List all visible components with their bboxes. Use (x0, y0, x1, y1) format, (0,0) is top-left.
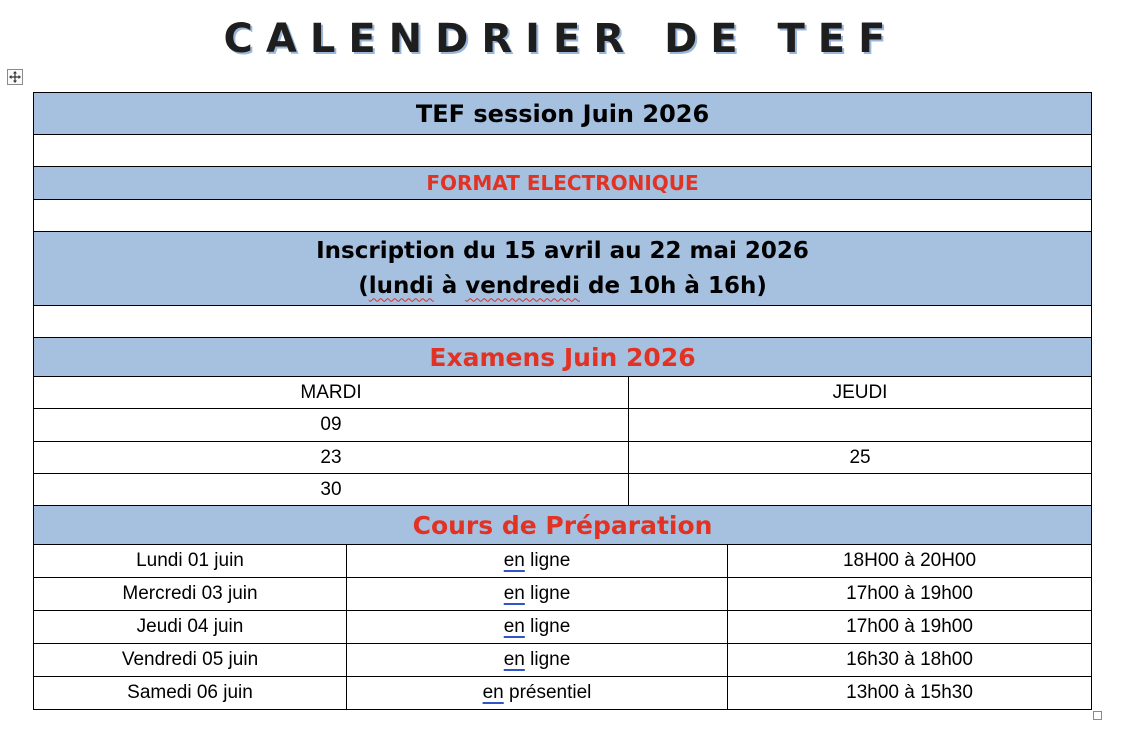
courses-title: Cours de Préparation (34, 506, 1092, 545)
move-arrows-icon (9, 71, 21, 83)
spacer-row (34, 135, 1092, 167)
inscription-day-start: lundi (368, 272, 434, 299)
inscription-hours (34, 269, 1091, 304)
course-day: Jeudi 04 juin (34, 611, 347, 644)
course-mode (347, 611, 728, 644)
format-label: FORMAT ELECTRONIQUE (34, 167, 1092, 200)
course-mode-type: présentiel (503, 682, 592, 703)
inscription-hours-rest: de 10h à 16h) (579, 272, 767, 299)
document-title: CALENDRIER DE TEF (223, 16, 899, 62)
course-mode (347, 644, 728, 677)
inscription-cell (34, 232, 1092, 306)
tef-calendar-table (33, 92, 1092, 710)
inscription-dates: Inscription du 15 avril au 22 mai 2026 (316, 237, 809, 264)
course-mode (347, 578, 728, 611)
exam-header-jeudi: JEUDI (629, 377, 1092, 409)
exam-date-jeudi (629, 409, 1092, 442)
course-mode-type: ligne (524, 616, 571, 637)
course-mode-en: en (482, 682, 504, 703)
course-mode-en: en (503, 649, 525, 670)
course-mode-type: ligne (524, 583, 571, 604)
inscription-hours-mid: à (433, 272, 466, 299)
course-day: Mercredi 03 juin (34, 578, 347, 611)
course-time: 17h00 à 19h00 (728, 611, 1092, 644)
spacer-row (34, 306, 1092, 338)
course-mode-type: ligne (524, 649, 571, 670)
exam-date-jeudi (629, 474, 1092, 506)
exam-header-mardi: MARDI (34, 377, 629, 409)
table-move-handle[interactable] (7, 69, 23, 85)
exam-date-mardi: 30 (34, 474, 629, 506)
course-mode (347, 677, 728, 710)
course-time: 18H00 à 20H00 (728, 545, 1092, 578)
table-resize-handle[interactable] (1093, 711, 1102, 720)
exam-date-mardi: 23 (34, 442, 629, 474)
course-time: 17h00 à 19h00 (728, 578, 1092, 611)
exam-date-jeudi: 25 (629, 442, 1092, 474)
course-day: Vendredi 05 juin (34, 644, 347, 677)
table-row (34, 611, 1092, 644)
inscription-day-end: vendredi (465, 272, 580, 299)
course-time: 16h30 à 18h00 (728, 644, 1092, 677)
session-title: TEF session Juin 2026 (34, 93, 1092, 135)
course-day: Lundi 01 juin (34, 545, 347, 578)
course-mode-en: en (503, 550, 525, 571)
course-mode (347, 545, 728, 578)
course-mode-en: en (503, 616, 525, 637)
spacer-row (34, 200, 1092, 232)
course-time: 13h00 à 15h30 (728, 677, 1092, 710)
table-row (34, 677, 1092, 710)
course-mode-en: en (503, 583, 525, 604)
course-mode-type: ligne (524, 550, 571, 571)
inscription-hours-open: ( (358, 272, 369, 299)
table-row (34, 578, 1092, 611)
exam-date-mardi: 09 (34, 409, 629, 442)
table-row (34, 545, 1092, 578)
table-row (34, 644, 1092, 677)
exams-title: Examens Juin 2026 (34, 338, 1092, 377)
course-day: Samedi 06 juin (34, 677, 347, 710)
